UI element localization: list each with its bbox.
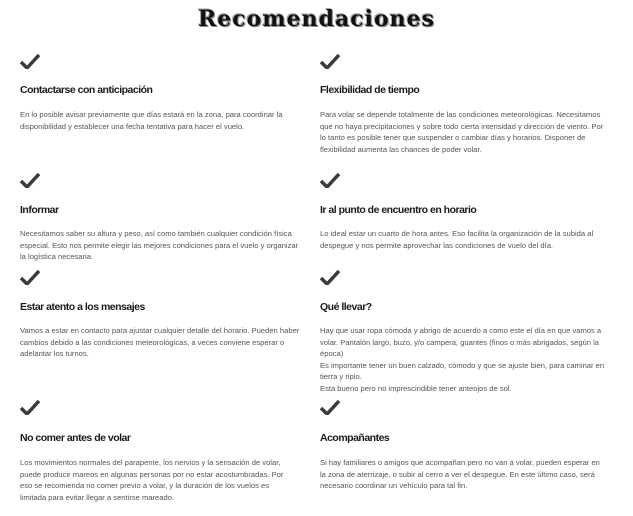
item-title: Flexibilidad de tiempo [320, 84, 420, 96]
item-body: Si hay familiares o amigos que acompañan pero no van a volar, pueden esperar en la zona de aterrizaje, o subir al cerro a ver el despegue. En este último caso, será necesario coordinar un vehículo para tal fin. [320, 458, 600, 490]
recommendation-contact [20, 54, 305, 164]
checkmark-icon [320, 400, 340, 415]
checkmark-icon [320, 54, 340, 69]
checkmark-icon [20, 173, 40, 188]
item-title: Ir al punto de encuentro en horario [320, 204, 477, 216]
item-body: Vamos a estar en contacto para ajustar cualquier detalle del horario. Pueden haber cambios debido a las condiciones meteorológicas, a veces conviene esperar o adelantar los turnos. [20, 326, 300, 358]
checkmark-icon [20, 270, 40, 285]
page-title: Recomendaciones [197, 6, 436, 32]
item-body: Para volar se depende totalmente de las condiciones meteorológicas. Necesitamos que no haya precipitaciones y sobre todo cierta intensidad y dirección de viento. Por lo tanto es posible tener que suspender o cambiar días y horarios. Disponer de flexibilidad aumenta las chances de poder volar. [320, 110, 604, 154]
item-title: No comer antes de volar [20, 432, 131, 444]
checkmark-icon [320, 270, 340, 285]
item-body: Lo ideal estar un cuarto de hora antes. Eso facilita la organización de la subida al despegue y nos permite aprovechar las condiciones de vuelo del día. [320, 229, 594, 250]
item-title: Contactarse con anticipación [20, 84, 153, 96]
item-body: En lo posible avisar previamente que días estará en la zona, para coordinar la disponibilidad y establecer una fecha tentativa para hacer el vuelo. [20, 110, 283, 131]
checkmark-icon [20, 54, 40, 69]
recommendation-inform [20, 173, 305, 268]
checkmark-icon [20, 400, 40, 415]
recommendation-flexibility [320, 54, 605, 164]
item-body: Hay que usar ropa cómoda y abrigo de acuerdo a como este el día en que vamos a volar. Pantalón largo, buzo, y/o campera, guantes (finos o más abrigados, según la época) Es importante tener un buen calzado, cómodo y que se ajuste bien, para caminar en tierra y ripio. Esta bueno pero no imprescindible tener anteojos de sol. [320, 326, 605, 393]
recommendation-messages [20, 270, 305, 395]
item-title: Estar atento a los mensajes [20, 301, 145, 313]
item-title: Acompañantes [320, 432, 390, 444]
item-title: Informar [20, 204, 59, 216]
item-body: Necesitamos saber su altura y peso, así como también cualquier condición física especial. Esto nos permite elegir las mejores condiciones para el vuelo y organizar la logística necesaria. [20, 229, 299, 261]
item-title: Qué llevar? [320, 301, 372, 313]
recommendation-companions [320, 400, 605, 510]
recommendation-meeting-point [320, 173, 605, 268]
recommendation-no-eating [20, 400, 305, 510]
recommendation-what-to-bring [320, 270, 605, 395]
checkmark-icon [320, 173, 340, 188]
item-body: Los movimientos normales del parapente, los nervios y la sensación de volar, puede producir mareos en algunas personas por no estar acostumbradas. Por eso se recomienda no comer previo a volar, y la duración de los vuelos es limitada para evitar llegar a sentirse mareado. [20, 458, 284, 502]
